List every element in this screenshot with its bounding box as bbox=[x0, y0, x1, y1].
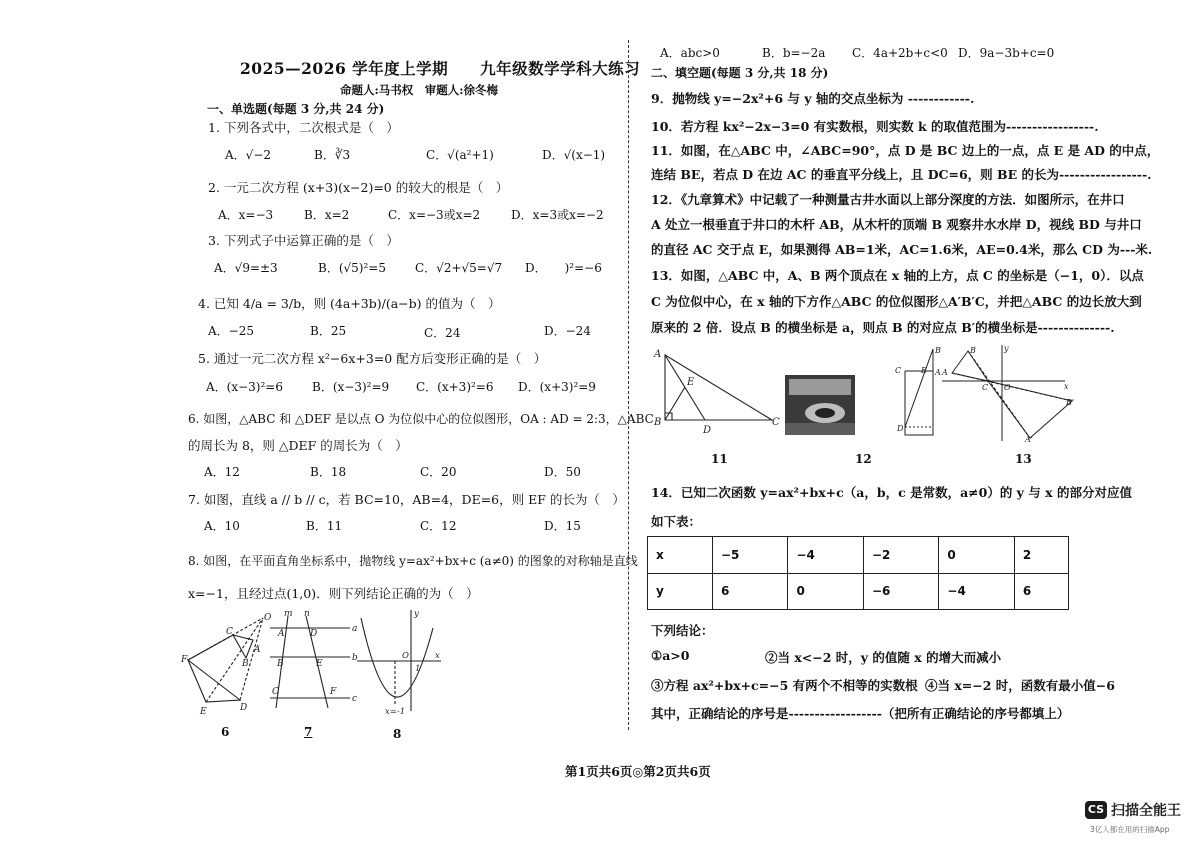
q4-option-b: B．25 bbox=[310, 324, 347, 338]
column-divider bbox=[628, 40, 629, 730]
figure-12-label: 12 bbox=[855, 452, 872, 466]
q7-option-c: C．12 bbox=[420, 519, 457, 533]
svg-text:E: E bbox=[921, 366, 927, 375]
q5-option-c: C．(x+3)²=6 bbox=[416, 380, 494, 394]
section-single-choice: 一、单选题(每题 3 分,共 24 分) bbox=[207, 102, 385, 116]
figure-7-parallel-lines bbox=[266, 610, 366, 712]
q7-option-a: A．10 bbox=[204, 519, 240, 533]
q8-option-a: A．abc>0 bbox=[660, 46, 720, 60]
svg-text:y: y bbox=[1004, 344, 1009, 353]
svg-text:O: O bbox=[402, 651, 409, 661]
q2-option-a: A．x=−3 bbox=[218, 208, 274, 222]
q6-option-b: B．18 bbox=[310, 465, 347, 479]
table-cell: −2 bbox=[863, 537, 938, 574]
conclusion-3: ③方程 ax²+bx+c=−5 有两个不相等的实数根 bbox=[651, 678, 918, 693]
figure-13-label: 13 bbox=[1015, 452, 1032, 466]
q6-option-d: D．50 bbox=[544, 465, 581, 479]
page-title: 2025—2026 学年度上学期 九年级数学学科大练习 bbox=[240, 59, 641, 78]
figure-12-well-photo bbox=[785, 375, 855, 435]
svg-text:F: F bbox=[330, 687, 337, 697]
q6-stem-2: 的周长为 8，则 △DEF 的周长为（ ） bbox=[188, 438, 408, 453]
svg-text:C: C bbox=[982, 383, 989, 392]
q11-text-2: 连结 BE，若点 D 在边 AC 的垂直平分线上，且 DC=6，则 BE 的长为-----------------. bbox=[651, 167, 1152, 182]
triangle-def bbox=[188, 660, 240, 702]
figure-6-homothety bbox=[178, 610, 278, 720]
svg-text:B: B bbox=[935, 346, 941, 355]
q6-option-a: A．12 bbox=[204, 465, 240, 479]
q11-text-1: 11．如图，在△ABC 中，∠ABC=90°，点 D 是 BC 边上的一点，点 E 是 AD 的中点， bbox=[651, 143, 1160, 158]
table-row bbox=[648, 537, 1069, 574]
table-cell: x bbox=[648, 537, 713, 574]
figure-6-label: 6 bbox=[221, 725, 230, 739]
svg-text:B': B' bbox=[1066, 398, 1075, 407]
q2-stem: 2. 一元二次方程 (x+3)(x−2)=0 的较大的根是（ ） bbox=[208, 180, 509, 195]
q8-option-c: C．4a+2b+c<0 bbox=[852, 46, 948, 60]
q4-option-d: D．−24 bbox=[544, 324, 591, 338]
conclusion-4: ④当 x=−2 时，函数有最小值−6 bbox=[925, 678, 1115, 693]
svg-text:D: D bbox=[310, 629, 318, 639]
q2-option-c: C．x=−3或x=2 bbox=[388, 208, 481, 222]
svg-text:B: B bbox=[242, 659, 249, 669]
q1-option-a: A．√−2 bbox=[225, 148, 272, 162]
q3-option-b: B．(√5)²=5 bbox=[318, 261, 386, 275]
q8-stem: 8. 如图，在平面直角坐标系中，抛物线 y=ax²+bx+c (a≠0) 的图象的对称轴是直线 bbox=[188, 554, 638, 568]
svg-text:A: A bbox=[654, 349, 662, 360]
svg-text:E: E bbox=[200, 707, 207, 717]
svg-text:B: B bbox=[654, 417, 662, 428]
conclusion-2: ②当 x<−2 时，y 的值随 x 的增大而减小 bbox=[765, 650, 1002, 665]
svg-text:F: F bbox=[181, 655, 188, 665]
svg-text:b: b bbox=[352, 653, 358, 663]
q5-option-a: A．(x−3)²=6 bbox=[206, 380, 283, 394]
q1-option-c: C．√(a²+1) bbox=[426, 148, 494, 162]
svg-text:D: D bbox=[897, 424, 904, 433]
q3-option-a: A．√9=±3 bbox=[214, 261, 278, 275]
q13-text-3: 原来的 2 倍．设点 B 的横坐标是 a，则点 B 的对应点 B′的横坐标是--------------. bbox=[651, 320, 1115, 335]
figure-7-label: 7 bbox=[304, 725, 313, 739]
q13-text-1: 13．如图，△ABC 中，A、B 两个顶点在 x 轴的上方，点 C 的坐标是（−1，0）．以点 bbox=[651, 268, 1144, 283]
table-row bbox=[648, 573, 1069, 610]
q5-option-d: D．(x+3)²=9 bbox=[518, 380, 596, 394]
svg-text:a: a bbox=[352, 624, 358, 634]
svg-text:1: 1 bbox=[415, 664, 421, 674]
q5-option-b: B．(x−3)²=9 bbox=[312, 380, 390, 394]
svg-text:c: c bbox=[352, 694, 358, 704]
q12-text-2: A 处立一根垂直于井口的木杆 AB，从木杆的顶端 B 观察井水水岸 D，视线 BD 与井口 bbox=[651, 217, 1142, 232]
q6-stem: 6. 如图，△ABC 和 △DEF 是以点 O 为位似中心的位似图形，OA : AD = 2:3，△ABC bbox=[188, 412, 654, 426]
table-cell: −4 bbox=[939, 573, 1014, 610]
authors-line: 命题人:马书权 审题人:徐冬梅 bbox=[340, 83, 498, 97]
svg-text:E: E bbox=[687, 377, 695, 388]
table-cell: 6 bbox=[1014, 573, 1068, 610]
q14-value-table bbox=[647, 536, 1069, 610]
q14-text-2: 如下表： bbox=[651, 514, 702, 529]
q1-option-b: B．∛3 bbox=[314, 148, 351, 162]
svg-text:x: x bbox=[1064, 382, 1069, 391]
q14-answer-line: 其中，正确结论的序号是------------------（把所有正确结论的序号都填上） bbox=[651, 706, 1070, 721]
q13-text-2: C 为位似中心，在 x 轴的下方作△ABC 的位似图形△A′B′C，并把△ABC 的边长放大到 bbox=[651, 294, 1142, 309]
q4-option-a: A．−25 bbox=[208, 324, 254, 338]
figure-13-well-diagram bbox=[893, 343, 941, 443]
svg-text:A: A bbox=[278, 629, 285, 639]
svg-text:C: C bbox=[272, 687, 279, 697]
table-cell: 0 bbox=[939, 537, 1014, 574]
table-cell: −4 bbox=[788, 537, 863, 574]
svg-text:A': A' bbox=[1025, 435, 1033, 443]
table-cell: 0 bbox=[788, 573, 863, 610]
conclusions-title: 下列结论： bbox=[651, 623, 714, 638]
q5-stem: 5. 通过一元二次方程 x²−6x+3=0 配方后变形正确的是（ ） bbox=[198, 351, 547, 366]
q1-option-d: D．√(x−1) bbox=[542, 148, 606, 162]
q4-option-c: C．24 bbox=[424, 326, 461, 340]
svg-text:m: m bbox=[284, 610, 293, 619]
figure-13-coordinate-homothety bbox=[940, 343, 1075, 443]
svg-text:C: C bbox=[772, 417, 780, 428]
q2-option-b: B．x=2 bbox=[304, 208, 350, 222]
q7-option-d: D．15 bbox=[544, 519, 581, 533]
svg-text:E: E bbox=[316, 659, 323, 669]
svg-text:A: A bbox=[935, 368, 941, 377]
q1-stem: 1. 下列各式中，二次根式是（ ） bbox=[208, 120, 399, 135]
table-cell: −5 bbox=[713, 537, 788, 574]
figure-11-right-triangle bbox=[650, 345, 785, 435]
figure-8-parabola bbox=[355, 606, 445, 716]
scanner-app-name: 扫描全能王 bbox=[1111, 803, 1181, 819]
page-footer: 第1页共6页◎第2页共6页 bbox=[565, 764, 711, 779]
q12-text-3: 的直径 AC 交于点 E，如果测得 AB=1米，AC=1.6米，AE=0.4米，那么 CD 为---米. bbox=[651, 242, 1153, 257]
section-fill-blank: 二、填空题(每题 3 分,共 18 分) bbox=[651, 66, 829, 80]
figure-8-label: 8 bbox=[393, 727, 402, 741]
q8-option-b: B．b=−2a bbox=[762, 46, 826, 60]
svg-text:A: A bbox=[942, 368, 948, 377]
svg-text:C: C bbox=[226, 627, 233, 637]
table-cell: −6 bbox=[863, 573, 938, 610]
svg-text:O: O bbox=[264, 613, 272, 623]
scanner-logo-icon: CS bbox=[1085, 801, 1107, 819]
q10-text: 10．若方程 kx²−2x−3=0 有实数根，则实数 k 的取值范围为-----------------. bbox=[651, 119, 1099, 134]
q4-stem: 4. 已知 4/a = 3/b，则 (4a+3b)/(a−b) 的值为（ ） bbox=[198, 296, 501, 311]
svg-text:A: A bbox=[254, 645, 261, 655]
table-cell: 6 bbox=[713, 573, 788, 610]
q8-stem-2: x=−1，且经过点(1,0)．则下列结论正确的为（ ） bbox=[188, 586, 479, 601]
q2-option-d: D．x=3或x=−2 bbox=[511, 208, 604, 222]
svg-text:x: x bbox=[435, 651, 440, 661]
svg-text:x=-1: x=-1 bbox=[385, 707, 406, 716]
q9-text: 9．抛物线 y=−2x²+6 与 y 轴的交点坐标为 ------------. bbox=[651, 91, 975, 106]
svg-text:B: B bbox=[277, 659, 284, 669]
q3-stem: 3. 下列式子中运算正确的是（ ） bbox=[208, 233, 399, 248]
svg-text:y: y bbox=[414, 609, 419, 619]
q3-option-d: D． )²=−6 bbox=[525, 261, 602, 275]
q6-option-c: C．20 bbox=[420, 465, 457, 479]
figure-11-label: 11 bbox=[711, 452, 728, 466]
q8-option-d: D．9a−3b+c=0 bbox=[958, 46, 1055, 60]
scanner-tagline: 3亿人都在用的扫描App bbox=[1090, 825, 1170, 834]
q3-option-c: C．√2+√5=√7 bbox=[415, 261, 503, 275]
svg-text:O: O bbox=[1004, 383, 1011, 392]
svg-text:n: n bbox=[304, 610, 310, 619]
q14-text-1: 14．已知二次函数 y=ax²+bx+c（a，b，c 是常数，a≠0）的 y 与 x 的部分对应值 bbox=[651, 485, 1132, 500]
q7-option-b: B．11 bbox=[306, 519, 343, 533]
svg-text:D: D bbox=[240, 703, 248, 713]
q12-text-1: 12．《九章算术》中记载了一种测量古井水面以上部分深度的方法．如图所示，在井口 bbox=[651, 192, 1125, 207]
q7-stem: 7. 如图，直线 a // b // c，若 BC=10，AB=4，DE=6，则 EF 的长为（ ） bbox=[188, 492, 625, 507]
table-cell: y bbox=[648, 573, 713, 610]
svg-text:C: C bbox=[895, 366, 902, 375]
svg-text:B: B bbox=[970, 346, 976, 355]
conclusion-1: ①a>0 bbox=[651, 648, 690, 663]
table-cell: 2 bbox=[1014, 537, 1068, 574]
svg-text:D: D bbox=[703, 425, 712, 435]
